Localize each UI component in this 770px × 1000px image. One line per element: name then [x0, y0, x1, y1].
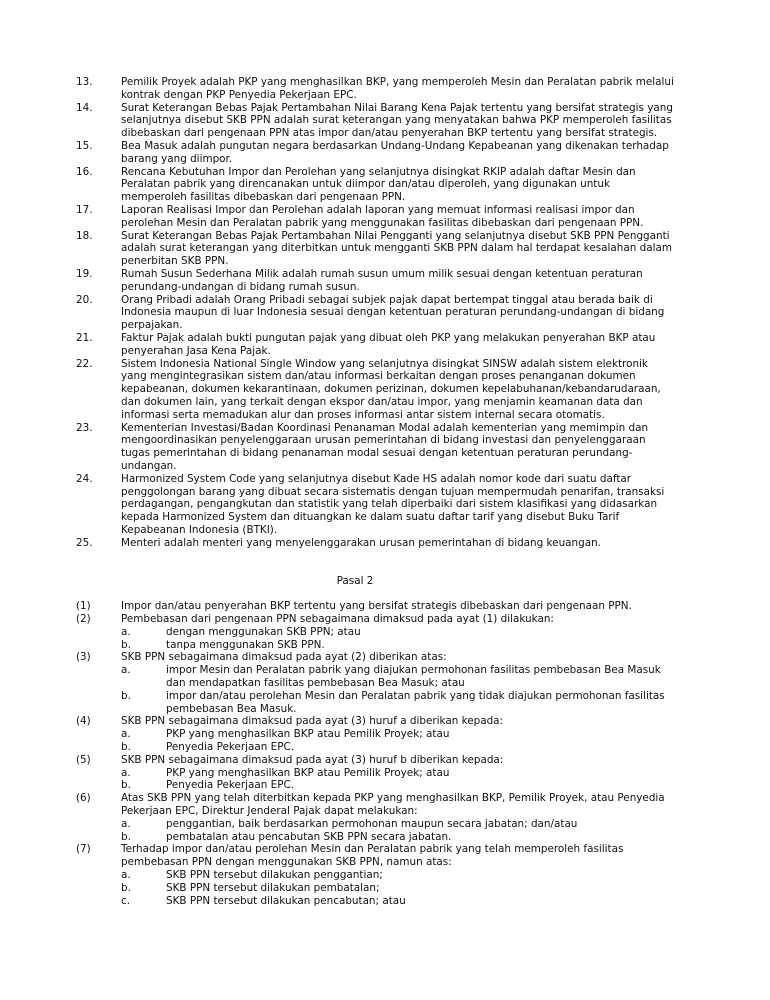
sub-item-letter: a. [121, 728, 131, 741]
sub-item-letter: b. [121, 689, 131, 702]
ayat-item [0, 613, 770, 626]
definition-item [0, 358, 770, 422]
ayat-sub-item [0, 882, 770, 895]
definition-number: 25. [76, 536, 93, 549]
sub-item-letter: a. [121, 625, 131, 638]
definition-number: 20. [76, 293, 93, 306]
sub-item-letter: c. [121, 894, 131, 907]
definition-text: Kementerian Investasi/Badan Koordinasi Penanaman Modal adalah kementerian yang memimpin dan mengoordinasikan penyelenggaraan urusan pemerintahan di bidang investasi dan penyelenggaraan tugas pemerintahan di bidang penanaman modal sesuai dengan ketentuan peraturan perundang-undangan. [121, 421, 649, 472]
sub-item-letter: a. [121, 869, 131, 882]
definition-text: Bea Masuk adalah pungutan negara berdasarkan Undang-Undang Kepabeanan yang dikenakan terhadap barang yang diimpor. [121, 139, 669, 165]
definition-number: 23. [76, 421, 93, 434]
ayat-text: SKB PPN sebagaimana dimaksud pada ayat (2) diberikan atas: [121, 651, 447, 664]
sub-item-text: penggantian, baik berdasarkan permohonan maupun secara jabatan; dan/atau [166, 817, 578, 830]
ayat-sub-item [0, 779, 770, 792]
sub-item-letter: a. [121, 664, 131, 677]
sub-item-letter: a. [121, 766, 131, 779]
definition-item [0, 76, 770, 102]
ayat-item [0, 651, 770, 664]
definition-text: Sistem Indonesia National Single Window yang selanjutnya disingkat SINSW adalah sistem elektronik yang mengintegrasikan sistem dan/atau informasi berkaitan dengan proses penanganan dokumen kepabeanan, dokumen kekarantinaan, dokumen perizinan, dokumen kepelabuhanan/kebandarudaraan, dan dokumen lain, yang terkait dengan ekspor dan/atau impor, yang menjamin keamanan data dan informasi serta memadukan alur dan proses informasi antar sistem internal secara otomatis. [121, 357, 661, 421]
definition-number: 15. [76, 139, 93, 152]
sub-item-letter: b. [121, 638, 131, 651]
ayat-item [0, 600, 770, 613]
ayat-number: (7) [76, 843, 91, 856]
ayat-number: (3) [76, 651, 91, 664]
ayat-sub-item [0, 690, 770, 716]
sub-item-letter: b. [121, 741, 131, 754]
definitions-list [0, 76, 770, 549]
ayat-number: (4) [76, 715, 91, 728]
definition-number: 18. [76, 229, 93, 242]
definition-item [0, 230, 770, 268]
sub-item-text: Penyedia Pekerjaan EPC. [166, 779, 295, 792]
ayat-text: SKB PPN sebagaimana dimaksud pada ayat (3) huruf b diberikan kepada: [121, 753, 504, 766]
ayat-item [0, 754, 770, 767]
sub-item-text: Penyedia Pekerjaan EPC. [166, 741, 295, 754]
definition-number: 14. [76, 101, 93, 114]
definition-item [0, 268, 770, 294]
ayat-sub-item [0, 818, 770, 831]
ayat-sub-item [0, 741, 770, 754]
definition-item [0, 422, 770, 473]
definition-text: Harmonized System Code yang selanjutnya disebut Kade HS adalah nomor kode dari suatu daftar penggolongan barang yang dibuat secara sistematis dengan tujuan mempermudah penarifan, transaksi perdagangan, pengangkutan dan statistik yang telah diperbaiki dari sistem klasifikasi yang didasarkan kepada Harmonized System dan dituangkan ke dalam suatu daftar tarif yang disebut Buku Tarif Kepabeanan Indonesia (BTKI). [121, 472, 665, 536]
sub-item-text: SKB PPN tersebut dilakukan penggantian; [166, 869, 383, 882]
ayat-sub-item [0, 664, 770, 690]
definition-item [0, 166, 770, 204]
sub-item-text: PKP yang menghasilkan BKP atau Pemilik Proyek; atau [166, 766, 450, 779]
sub-item-text: PKP yang menghasilkan BKP atau Pemilik Proyek; atau [166, 728, 450, 741]
ayat-sub-item [0, 895, 770, 908]
ayat-number: (6) [76, 792, 91, 805]
ayat-sub-item [0, 639, 770, 652]
definition-item [0, 473, 770, 537]
sub-item-text: dengan menggunakan SKB PPN; atau [166, 625, 361, 638]
definition-number: 17. [76, 203, 93, 216]
definition-text: Rencana Kebutuhan Impor dan Perolehan yang selanjutnya disingkat RKIP adalah daftar Mesin dan Peralatan pabrik yang direncanakan untuk diimpor dan/atau diperoleh, yang digunakan untuk memperoleh fasilitas dibebaskan dari pengenaan PPN. [121, 165, 636, 204]
ayat-item [0, 843, 770, 869]
ayat-number: (5) [76, 753, 91, 766]
definition-text: Laporan Realisasi Impor dan Perolehan adalah laporan yang memuat informasi realisasi impor dan perolehan Mesin dan Peralatan pabrik yang menggunakan fasilitas dibebaskan dari pengenaan PPN. [121, 203, 644, 229]
definition-text: Faktur Pajak adalah bukti pungutan pajak yang dibuat oleh PKP yang melakukan penyerahan BKP atau penyerahan Jasa Kena Pajak. [121, 331, 656, 357]
definition-text: Surat Keterangan Bebas Pajak Pertambahan Nilai Pengganti yang selanjutnya disebut SKB PPN Pengganti adalah surat keterangan yang diterbitkan untuk mengganti SKB PPN dalam hal terdapat kesalahan dalam penerbitan SKB PPN. [121, 229, 672, 268]
sub-item-text: tanpa menggunakan SKB PPN. [166, 638, 325, 651]
definition-number: 21. [76, 331, 93, 344]
ayat-sub-item [0, 767, 770, 780]
definition-item [0, 102, 770, 140]
sub-item-letter: b. [121, 830, 131, 843]
definition-text: Surat Keterangan Bebas Pajak Pertambahan Nilai Barang Kena Pajak tertentu yang bersifat strategis yang selanjutnya disebut SKB PPN adalah surat keterangan yang menyatakan bahwa PKP memperoleh fasilitas dibebaskan dari pengenaan PPN atas impor dan/atau penyerahan BKP tertentu yang bersifat strategis. [121, 101, 673, 140]
definition-text: Pemilik Proyek adalah PKP yang menghasilkan BKP, yang memperoleh Mesin dan Peralatan pabrik melalui kontrak dengan PKP Penyedia Pekerjaan EPC. [121, 76, 674, 101]
ayat-number: (2) [76, 613, 91, 626]
ayat-item [0, 715, 770, 728]
sub-item-text: impor dan/atau perolehan Mesin dan Peralatan pabrik yang tidak diajukan permohonan fasilitas pembebasan Bea Masuk. [166, 689, 665, 715]
definition-item [0, 204, 770, 230]
ayat-text: Atas SKB PPN yang telah diterbitkan kepada PKP yang menghasilkan BKP, Pemilik Proyek, atau Penyedia Pekerjaan EPC, Direktur Jenderal Pajak dapat melakukan: [121, 792, 665, 818]
sub-item-text: SKB PPN tersebut dilakukan pencabutan; atau [166, 894, 406, 907]
ayat-item [0, 792, 770, 818]
sub-item-text: impor Mesin dan Peralatan pabrik yang diajukan permohonan fasilitas pembebasan Bea Masuk dan mendapatkan fasilitas pembebasan Bea Masuk; atau [166, 664, 661, 690]
ayat-number: (1) [76, 600, 91, 613]
ayat-sub-item [0, 831, 770, 844]
ayat-text: Impor dan/atau penyerahan BKP tertentu yang bersifat strategis dibebaskan dari pengenaan PPN. [121, 600, 632, 613]
definition-item [0, 294, 770, 332]
definition-item [0, 140, 770, 166]
definition-number: 13. [76, 76, 93, 88]
sub-item-letter: b. [121, 779, 131, 792]
definition-number: 19. [76, 267, 93, 280]
pasal-list [0, 600, 770, 907]
definition-number: 24. [76, 472, 93, 485]
ayat-text: Pembebasan dari pengenaan PPN sebagaimana dimaksud pada ayat (1) dilakukan: [121, 613, 554, 626]
definition-item [0, 332, 770, 358]
definition-text: Orang Pribadi adalah Orang Pribadi sebagai subjek pajak dapat bertempat tinggal atau berada baik di Indonesia maupun di luar Indonesia sesuai dengan ketentuan peraturan perundang-undangan di bidang perpajakan. [121, 293, 665, 332]
sub-item-text: SKB PPN tersebut dilakukan pembatalan; [166, 881, 380, 894]
ayat-sub-item [0, 728, 770, 741]
definition-text: Menteri adalah menteri yang menyelenggarakan urusan pemerintahan di bidang keuangan. [121, 536, 601, 549]
pasal-heading: Pasal 2 [336, 575, 374, 588]
sub-item-letter: a. [121, 817, 131, 830]
ayat-sub-item [0, 869, 770, 882]
definition-item [0, 537, 770, 550]
ayat-text: SKB PPN sebagaimana dimaksud pada ayat (3) huruf a diberikan kepada: [121, 715, 504, 728]
sub-item-text: pembatalan atau pencabutan SKB PPN secara jabatan. [166, 830, 452, 843]
ayat-sub-item [0, 626, 770, 639]
ayat-text: Terhadap impor dan/atau perolehan Mesin dan Peralatan pabrik yang telah memperoleh fasilitas pembebasan PPN dengan menggunakan SKB PPN, namun atas: [121, 843, 624, 869]
definition-number: 16. [76, 165, 93, 178]
sub-item-letter: b. [121, 881, 131, 894]
definition-number: 22. [76, 357, 93, 370]
definition-text: Rumah Susun Sederhana Milik adalah rumah susun umum milik sesuai dengan ketentuan peraturan perundang-undangan di bidang rumah susun. [121, 267, 643, 293]
